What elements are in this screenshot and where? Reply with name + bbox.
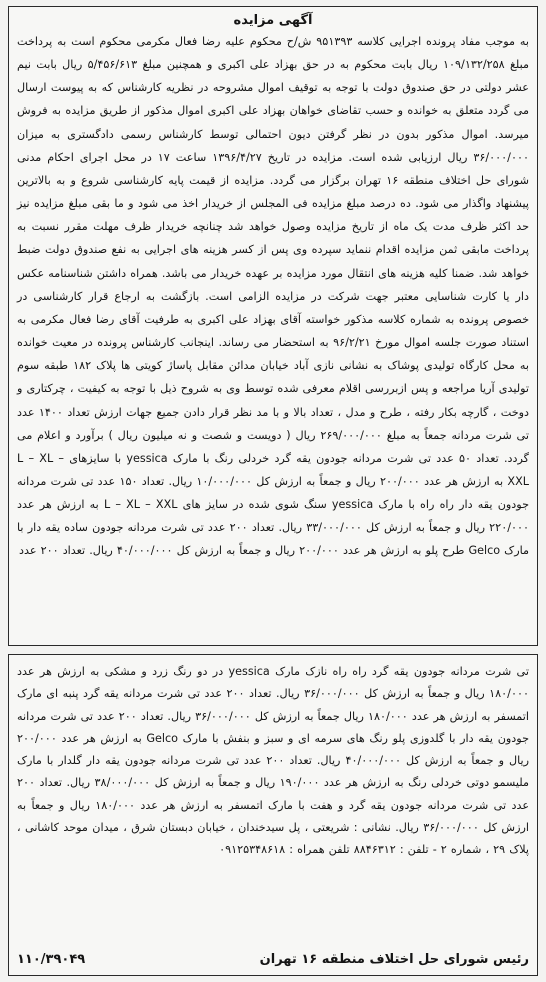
notice-body-paragraph: به موجب مفاد پرونده اجرایی کلاسه ۹۵۱۳۹۳ ش/ح محکوم علیه رضا فعال مکرمی محکوم است به پرداخت مبلغ ۱۰۹/۱۳۲/۲۵۸ ریال بابت محکوم به در حق بهزاد علی اکبری و همچنین مبلغ ۵/۴۵۶/۶۱۳ ریال بابت نیم عشر دولتی در حق صندوق دولت با توجه به توقیف اموال مشروحه در نظریه کارشناس که به پیوست ارسال می گردد متعلق به خوانده و حسب تقاضای خواهان بهزاد علی اکبری اموال مذکور از طریق مزایده به فروش میرسد. اموال مذکور بدون در نظر گرفتن دیون احتمالی توسط کارشناس رسمی دادگستری به میزان ۳۶/۰۰۰/۰۰۰ ریال ارزیابی شده است. مزایده در تاریخ ۱۳۹۶/۴/۲۷ ساعت ۱۷ در محل اجرای احکام مدنی شورای حل اختلاف منطقه ۱۶ تهران برگزار می گردد. مزایده از قیمت پایه کارشناسی شروع و به بالاترین پیشنهاد واگذار می شود. ده درصد مبلغ مزایده فی المجلس از خریدار اخذ می شود و ما بقی مبلغ مزایده نیز حد اکثر ظرف مدت یک ماه از تاریخ مزایده وصول خواهد شد چنانچه خریدار ظرف مهلت مقرر نسبت به پرداخت مابقی ثمن مزایده اقدام ننماید سپرده وی پس از کسر هزینه های اجرایی به نفع صندوق دولت ضبط خواهد شد. ضمنا کلیه هزینه های انتقال مورد مزایده بر عهده خریدار می باشد. همراه داشتن شناسنامه عکس دار یا کارت شناسایی معتبر جهت شرکت در مزایده الزامی است. بازگشت به ارجاع قرار کارشناسی در خصوص پرونده به شماره کلاسه مذکور خواسته آقای بهزاد علی اکبری به طرفیت آقای رضا فعال مکرمی به استناد صورت جلسه اموال مورخ ۹۶/۲/۲۱ به استحضار می رساند. اینجانب کارشناس پرونده در معیت خوانده به محل کارگاه تولیدی پوشاک به نشانی نازی آباد خیابان مدائن مقابل پاساژ کویتی ها پلاک ۱۸۲ طبقه سوم تولیدی آریا مراجعه و پس ازبررسی اقلام معرفی شده توسط وی به شروح ذیل با توجه به کیفیت ، چرکتاری و دوخت ، گارچه بکار رفته ، طرح و مدل ، تعداد بالا و با مد نظر قرار دادن جمیع جهات ارزش تعداد ۱۴۰۰ عدد تی شرت مردانه جمعاً به مبلغ ۲۶۹/۰۰۰/۰۰۰ ریال ( دویست و شصت و نه میلیون ریال ) برآورد و اعلام می گردد. تعداد ۵۰ عدد تی شرت مردانه جودون یقه گرد خردلی رنگ با مارک yessica با سایزهای L – XL – XXL به ارزش هر عدد ۲۰۰/۰۰۰ ریال و جمعاً به ارزش کل ۱۰/۰۰۰/۰۰۰ ریال. تعداد ۱۵۰ عدد تی شرت مردانه جودون یقه دار راه راه با مارک yessica سنگ شوی شده در سایز های L – XL – XXL به ارزش هر عدد ۲۲۰/۰۰۰ ریال و جمعاً به ارزش کل ۳۳/۰۰۰/۰۰۰ ریال. تعداد ۲۰۰ عدد تی شرت مردانه جودون ساده یقه دار با مارک Gelco طرح پلو به ارزش هر عدد ۲۰۰/۰۰۰ ریال و جمعاً به ارزش کل ۴۰/۰۰۰/۰۰۰ ریال. تعداد ۲۰۰ عدد <box>17 35 530 558</box>
notice-main-column <box>8 6 538 646</box>
notice-title: آگهی مزایده <box>233 13 313 28</box>
notice-signature: رئیس شورای حل اختلاف منطقه ۱۶ تهران <box>259 952 529 967</box>
notice-footer <box>17 952 529 967</box>
notice-code: ۱۱۰/۳۹۰۴۹ <box>17 952 86 967</box>
notice-continuation-column <box>8 654 538 976</box>
notice-continuation-paragraph: تی شرت مردانه جودون یقه گرد راه راه نازک مارک yessica در دو رنگ زرد و مشکی به ارزش هر عدد ۱۸۰/۰۰۰ ریال و جمعاً به ارزش کل ۳۶/۰۰۰/۰۰۰ ریال. تعداد ۲۰۰ عدد تی شرت مردانه یقه گرد پنبه ای مارک اتمسفر به ارزش هر عدد ۱۸۰/۰۰۰ ریال جمعاً به ارزش کل ۳۶/۰۰۰/۰۰۰ ریال. تعداد ۲۰۰ عدد تی شرت مردانه جودون یقه دار با گلدوزی پلو رنگ های سرمه ای و سبز و بنفش با مارک Gelco به ارزش هر عدد ۲۰۰/۰۰۰ ریال و جمعاً به ارزش کل ۴۰/۰۰۰/۰۰۰ ریال. تعداد ۲۰۰ عدد تی شرت مردانه جودون یقه دار گلدار با مارک ملیسمو دوتی خردلی رنگ به ارزش هر عدد ۱۹۰/۰۰۰ ریال و جمعاً به ارزش کل ۳۸/۰۰۰/۰۰۰ ریال. تعداد ۲۰۰ عدد تی شرت مردانه جودون یقه گرد و هفت با مارک اتمسفر به ارزش هر عدد ۱۸۰/۰۰۰ ریال و جمعاً به ارزش کل ۳۶/۰۰۰/۰۰۰ ریال. نشانی : شریعتی ، پل سیدخندان ، خیابان دبستان شرق ، میدان موحد کاشانی ، پلاک ۲۹ ، شماره ۲ - تلفن : ۸۸۴۶۳۱۲ تلفن همراه : ۰۹۱۲۵۳۴۸۶۱۸ <box>17 665 529 857</box>
